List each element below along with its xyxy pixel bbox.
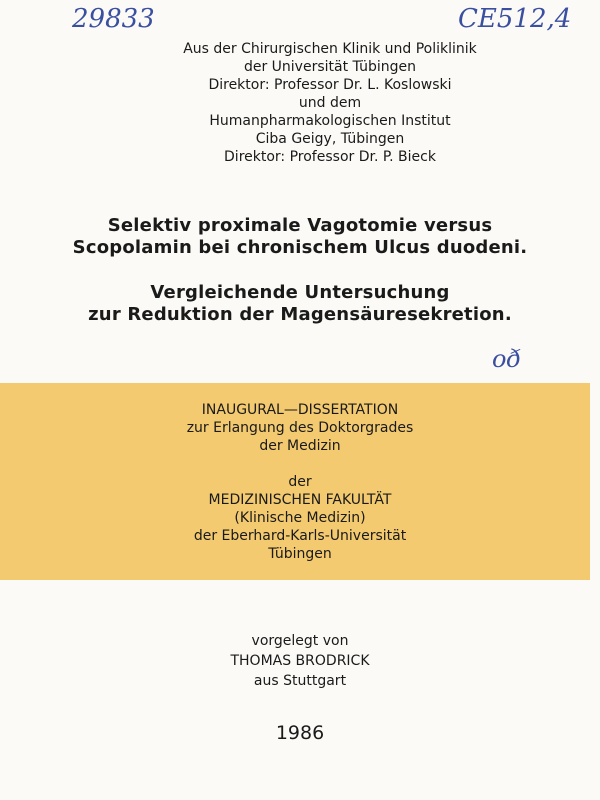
subtitle-line: Vergleichende Untersuchung [150,282,450,303]
author-block [0,631,600,691]
institution-line: Direktor: Professor Dr. P. Bieck [224,149,436,165]
dissertation-line: zur Erlangung des Doktorgrades [186,420,414,436]
handwritten-shelf-mark: CE512,4 [458,4,572,34]
institution-line: Humanpharmakologischen Institut [209,113,451,129]
institution-block [0,40,600,166]
handwritten-mark: oð [492,345,521,373]
institution-line: der Universität Tübingen [243,59,417,75]
institution-line: Direktor: Professor Dr. L. Koslowski [208,77,452,93]
faculty-line: der Eberhard-Karls-Universität [193,528,407,544]
dissertation-block [0,401,600,563]
presented-by: vorgelegt von [251,633,349,649]
faculty-line: der [288,474,312,490]
thesis-subtitle [0,282,600,326]
dissertation-line: der Medizin [259,438,341,454]
title-line: Selektiv proximale Vagotomie versus [107,215,493,236]
institution-line: und dem [298,95,362,111]
institution-line: Ciba Geigy, Tübingen [255,131,405,147]
institution-line: Aus der Chirurgischen Klinik und Poliklinik [183,41,477,57]
title-line: Scopolamin bei chronischem Ulcus duodeni. [72,237,528,258]
faculty-line: MEDIZINISCHEN FAKULTÄT [208,492,392,508]
handwritten-accession-number: 29833 [72,4,155,34]
author-origin: aus Stuttgart [253,673,347,689]
dissertation-line: INAUGURAL—DISSERTATION [201,402,399,418]
thesis-title [0,215,600,259]
year: 1986 [275,722,325,744]
author-name: THOMAS BRODRICK [230,653,370,669]
faculty-line: (Klinische Medizin) [234,510,366,526]
subtitle-line: zur Reduktion der Magensäuresekretion. [88,304,512,325]
faculty-line: Tübingen [268,546,332,562]
